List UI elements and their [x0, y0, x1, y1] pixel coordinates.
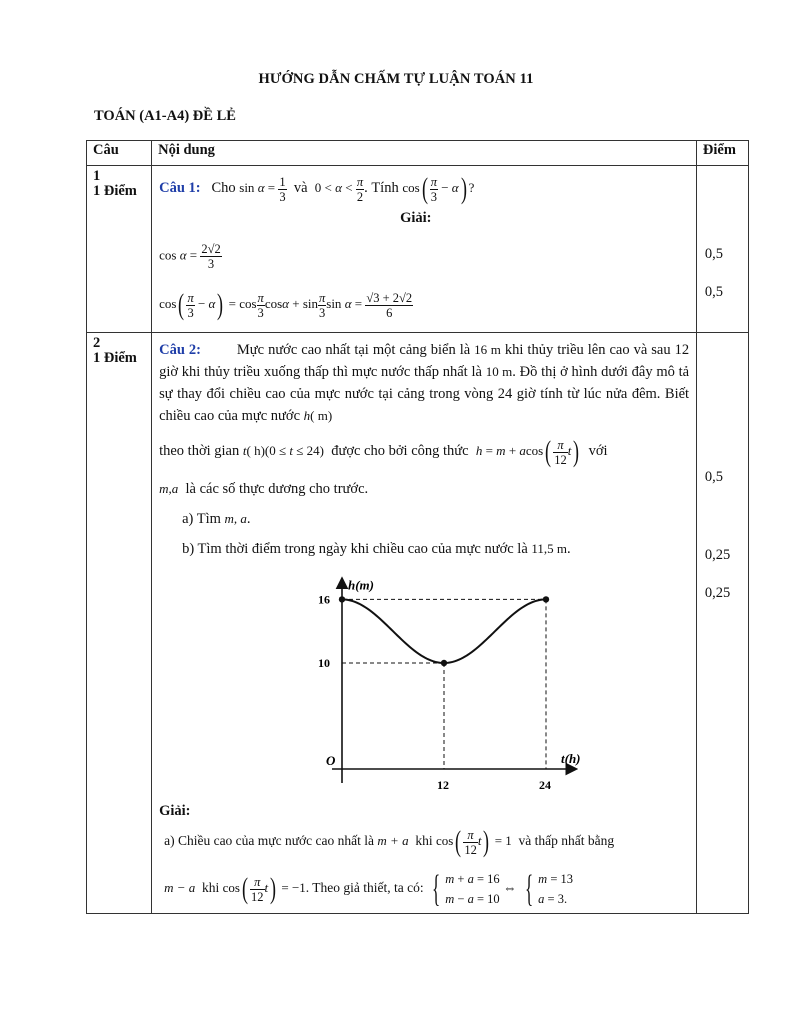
part-b: b) Tìm thời điểm trong ngày khi chiều cao của mực nước là 11,5 m. [182, 541, 571, 557]
header-points: Điểm [696, 141, 748, 166]
content-cell [152, 333, 697, 914]
question-cell [87, 333, 152, 914]
formula-mid: được cho bởi công thức [331, 442, 469, 459]
formula-tail: với [588, 442, 608, 459]
y-tick-label: 10 [318, 656, 331, 670]
question-weight: 1 Điểm [93, 183, 137, 199]
points-value: 0,5 [704, 469, 724, 485]
origin-label: O [326, 753, 336, 768]
solution-step-result: cos( $\frac{\pi}{3}$ − α) = cos $\frac{\pi}{3}$ cosα + sin $\frac{\pi}{3}$ sin α = $\frac{√3 + 2√2}{6}$ [159, 288, 413, 321]
question-number: 2 [93, 335, 101, 351]
solution-a-line-1: a) Chiều cao của mực nước cao nhất là m + a khi cos( $\frac{\pi}{12}$ t) = 1 và thấp nhất bằng [164, 825, 615, 858]
points-value: 0,25 [704, 585, 731, 601]
points-value: 0,5 [704, 284, 724, 300]
y-tick-label: 16 [318, 592, 331, 607]
data-point [441, 660, 447, 666]
data-point [339, 596, 345, 602]
header-question: Câu [87, 141, 152, 166]
solution-text: . Theo giả thiết, ta có: [305, 880, 424, 896]
question-label: Câu 2: [159, 342, 201, 358]
section-title: TOÁN (A1-A4) ĐỀ LẺ [94, 108, 236, 124]
header-content: Nội dung [152, 141, 697, 166]
solution-text: khi [202, 880, 220, 896]
x-axis-label: t(h) [561, 751, 581, 766]
part-a-text: a) Tìm [182, 511, 221, 527]
solution-text: a) Chiều cao của mực nước cao nhất là [164, 832, 375, 848]
solution-label: Giải: [159, 803, 191, 819]
problem-text: Mực nước cao nhất tại một cảng biển là [236, 342, 471, 358]
points-value: 0,25 [704, 547, 731, 563]
min-height-value: 10 m [485, 364, 513, 379]
part-a: a) Tìm m, a. [182, 511, 251, 527]
height-symbol: h( m) [303, 408, 333, 423]
series-line [342, 599, 546, 663]
table-row [87, 166, 749, 333]
prompt-lead: Cho [211, 179, 236, 196]
part-b-value: 11,5 m [531, 541, 568, 556]
formula-line [159, 437, 607, 467]
x-tick-label: 12 [437, 778, 450, 792]
max-height-value: 16 m [474, 342, 501, 357]
target-expression: cos( $\frac{\pi}{3}$ − α) ? [402, 172, 475, 205]
table-header-row [87, 141, 749, 166]
table-row [87, 333, 749, 914]
solution-label: Giải: [400, 210, 432, 226]
grading-table [86, 140, 749, 914]
content-cell [152, 166, 697, 333]
x-tick-label: 24 [539, 778, 552, 792]
part-b-text: b) Tìm thời điểm trong ngày khi chiều cao của mực nước là [182, 541, 528, 557]
given-range: 0 < α < $\frac{\pi}{2}$ [314, 174, 364, 204]
question-label: Câu 1: [159, 179, 201, 196]
given-sin: sin α = $\frac{1}{3}$ [239, 174, 286, 204]
solution-text: và thấp nhất bằng [518, 832, 615, 848]
problem-statement: Câu 2: Mực nước cao nhất tại một cảng biển là 16 m khi thủy triều lên cao và sau 12 giờ khi thủy triều xuống thấp thì mực nước thấp nhất là 10 m. Đồ thị ở hình dưới đây mô tả sự thay đổi chiều cao của mực nước tại cảng trong vòng 24 giờ tính từ lúc nửa đêm. Biết chiều cao của mực nước h( m) [159, 342, 690, 424]
solution-a-line-2: m − a khi cos( $\frac{\pi}{12}$ t) = −1. Theo giả thiết, ta có: { m + a = 16 m − a = 10 ⇔ { m = 13 a = 3. [164, 868, 574, 910]
points-value: 0,5 [704, 246, 724, 262]
question-weight: 1 Điểm [93, 350, 137, 366]
points-cell [696, 166, 748, 333]
constants-line: m,a là các số thực dương cho trước. [159, 481, 369, 497]
prompt-mid: và [293, 179, 308, 196]
tide-chart [312, 569, 602, 799]
time-domain: t( h)(0 ≤ t ≤ 24) [242, 442, 324, 458]
question-number: 1 [93, 168, 101, 184]
page-title: HƯỚNG DẪN CHẤM TỰ LUẬN TOÁN 11 [258, 71, 534, 87]
question-cell [87, 166, 152, 333]
solution-text: khi [415, 832, 433, 848]
height-formula: h = m + acos( $\frac{\pi}{12}$ t) [475, 435, 580, 468]
y-axis-label: h(m) [348, 577, 375, 593]
constants-text: là các số thực dương cho trước. [185, 481, 369, 497]
problem-text: khi thủy triều lên cao và sau 12 giờ khi thủy triều xuống thấp thì mực nước thấp nhất là [159, 342, 690, 380]
solution-step-cos: cos α = $\frac{2√2}{3}$ [159, 242, 221, 271]
data-point [543, 596, 549, 602]
prompt-tail: . Tính [364, 179, 399, 196]
points-cell [696, 333, 748, 914]
formula-lead: theo thời gian [159, 442, 240, 459]
problem-text: Đồ thị ở hình dưới đây mô tả sự thay đổi chiều cao của mực nước tại cảng trong vòng 24 giờ tính từ lúc nửa đêm. Biết chiều cao của mực nước [159, 364, 690, 424]
